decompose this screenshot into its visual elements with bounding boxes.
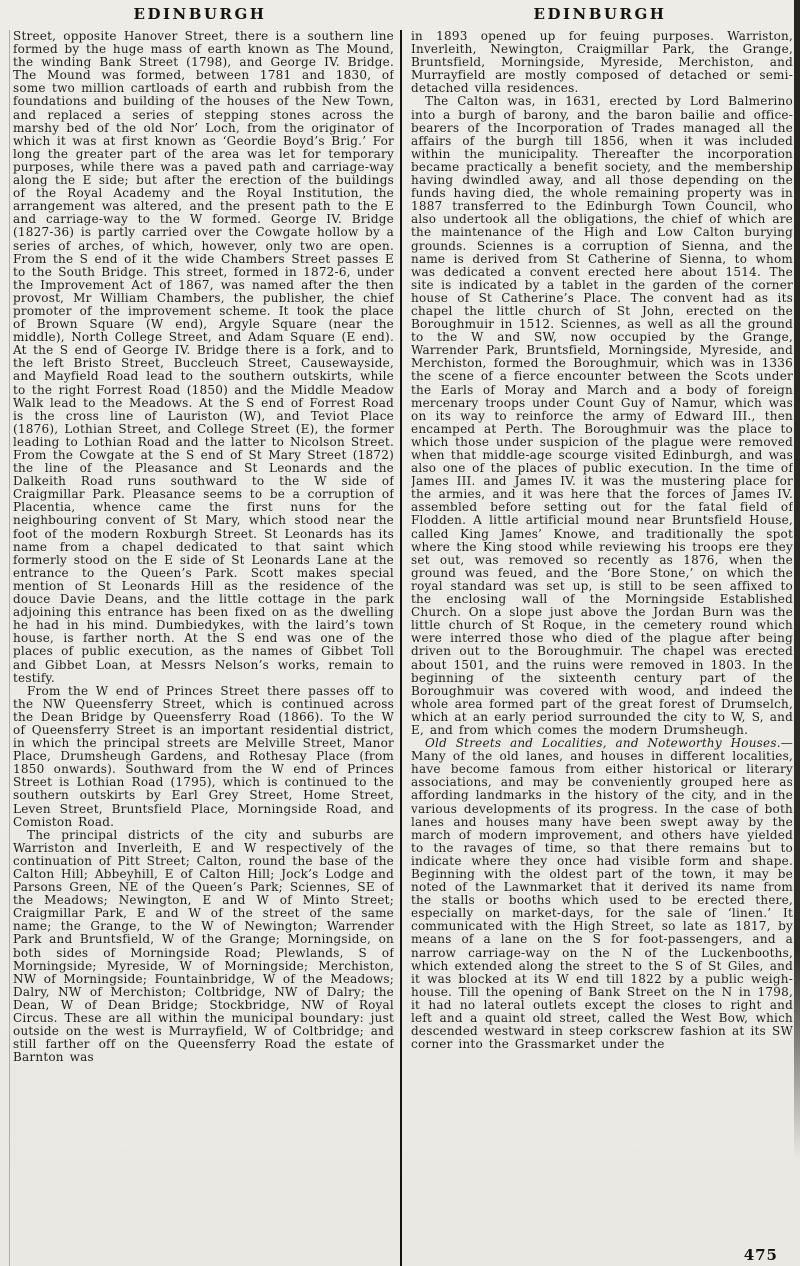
left-paragraph-districts: The principal districts of the city and suburbs are Warriston and Inverleith, E and W respectively of the continuation of Pitt Street; Calton, round the base of the Calton Hill; Abbeyhill, E of Calton Hill; Jock’s Lodge and Parsons Green, NE of the Queen’s Park; Sciennes, SE of the Meadows; Newington, E and W of Minto Street; Craigmillar Park, E and W of the street of the same name; the Grange, to the W of Newington; Warrender Park and Bruntsfield, W of the Grange; Morningside, on both sides of Morningside Road; Plewlands, S of Morningside; Myreside, W of Morningside; Merchiston, NW of Morningside; Fountainbridge, W of the Meadows; Dalry, NW of Merchiston; Coltbridge, NW of Dalry; the Dean, W of Dean Bridge; Stockbridge, NW of Royal Circus. These are all within the municipal boundary: just outside on the west is Murrayfield, W of Coltbridge; and still farther off on the Queensferry Road the estate of Barnton was bbox=[13, 827, 394, 1065]
column-divider-rule bbox=[400, 30, 402, 1266]
text-columns bbox=[0, 30, 800, 1266]
right-paragraph-old-streets bbox=[411, 737, 793, 1051]
right-column bbox=[411, 30, 793, 1266]
running-headers bbox=[0, 0, 800, 30]
scan-edge-artifact bbox=[794, 0, 800, 1160]
right-paragraph-continuation: in 1893 opened up for feuing purposes. Warriston, Inverleith, Newington, Craigmillar Park, the Grange, Bruntsfield, Morningside, Myreside, Merchiston, and Murrayfield are mostly composed of detached or semi-detached villa residences. bbox=[411, 30, 793, 96]
right-paragraph-old-streets-text: Many of the old lanes, and houses in different localities, have become famous from either historical or literary associations, and may be conveniently grouped here as affording landmarks in the history of the city, and in the various developments of its progress. In the case of both lanes and houses many have been swept away by the march of modern improvement, and others have yielded to the ravages of time, so that there remains but to indicate where they once had visible form and shape. Beginning with the oldest part of the town, it may be noted of the Lawnmarket that it derived its name from the stalls or booths which used to be erected there, especially on market-days, for the sale of ‘linen.’ It communicated with the High Street, so late as 1817, by means of a lane on the S for foot-passengers, and a narrow carriage-way on the N of the Luckenbooths, which extended along the street to the S of St Giles, and it was blocked at its W end till 1822 by a public weigh-house. Till the opening of Bank Street on the N in 1798, it had no lateral outlets except the closes to right and left and a quaint old street, called the West Bow, which descended westward in steep corkscrew fashion at its SW corner into the Grassmarket under the bbox=[411, 749, 793, 1052]
running-header-left: EDINBURGH bbox=[133, 5, 267, 23]
left-paragraph-queensferry: From the W end of Princes Street there passes off to the NW Queensferry Street, which is continued across the Dean Bridge by Queensferry Road (1866). To the W of Queensferry Street is an important residential district, in which the principal streets are Melville Street, Manor Place, Drumsheugh Gardens, and Rothesay Place (from 1850 onwards). Southward from the W end of Princes Street is Lothian Road (1795), which is continued to the southern outskirts by Earl Grey Street, Home Street, Leven Street, Bruntsfield Place, Morningside Road, and Comiston Road. bbox=[13, 683, 394, 829]
running-header-right: EDINBURGH bbox=[533, 5, 667, 23]
page-number: 475 bbox=[743, 1246, 778, 1264]
left-paragraph-continuation: Street, opposite Hanover Street, there is a southern line formed by the huge mass of earth known as The Mound, the winding Bank Street (1798), and George IV. Bridge. The Mound was formed, between 1781 and 1830, of some two million cartloads of earth and rubbish from the foundations and building of the houses of the New Town, and replaced a series of stepping stones across the marshy bed of the old Nor’ Loch, from the originator of which it was at first known as ‘Geordie Boyd’s Brig.’ For long the greater part of the area was let for temporary purposes, while there was a paved path and carriage-way along the E side; but after the erection of the buildings of the Royal Academy and the Royal Institution, the arrangement was altered, and the present path to the E and carriage-way to the W formed. George IV. Bridge (1827-36) is partly carried over the Cowgate hollow by a series of arches, of which, however, only two are open. From the S end of it the wide Chambers Street passes E to the South Bridge. This street, formed in 1872-6, under the Improvement Act of 1867, was named after the then provost, Mr William Chambers, the publisher, the chief promoter of the improvement scheme. It took the place of Brown Square (W end), Argyle Square (near the middle), North College Street, and Adam Square (E end). At the S end of George IV. Bridge there is a fork, and to the left Bristo Street, Buccleuch Street, Causewayside, and Mayfield Road lead to the southern outskirts, while to the right Forrest Road (1850) and the Middle Meadow Walk lead to the Meadows. At the S end of Forrest Road is the cross line of Lauriston (W), and Teviot Place (1876), Lothian Street, and College Street (E), the former leading to Lothian Road and the latter to Nicolson Street. From the Cowgate at the S end of St Mary Street (1872) the line of the Pleasance and St Leonards and the Dalkeith Road runs southward to the W side of Craigmillar Park. Pleasance seems to be a corruption of Placentia, whence came the first nuns for the neighbouring convent of St Mary, which stood near the foot of the modern Roxburgh Street. St Leonards has its name from a chapel dedicated to that saint which formerly stood on the E side of St Leonards Lane at the entrance to the Queen’s Park. Scott makes special mention of St Leonards Hill as the residence of the douce Davie Deans, and the little cottage in the park adjoining this entrance has been fixed on as the dwelling he had in his mind. Dumbiedykes, with the laird’s town house, is farther north. At the S end was one of the places of public execution, as the names of Gibbet Toll and Gibbet Loan, at Messrs Nelson’s works, remain to testify. bbox=[13, 30, 394, 685]
left-column bbox=[9, 30, 394, 1266]
right-paragraph-calton: The Calton was, in 1631, erected by Lord Balmerino into a burgh of barony, and the baron bailie and office-bearers of the Incorporation of Trades managed all the affairs of the burgh till 1856, when it was included within the municipality. Thereafter the incorporation became practically a benefit society, and the membership having dwindled away, and all those depending on the funds having died, the whole remaining property was in 1887 transferred to the Edinburgh Town Council, who also undertook all the obligations, the chief of which are the maintenance of the High and Low Calton burying grounds. Sciennes is a corruption of Sienna, and the name is derived from St Catherine of Sienna, to whom was dedicated a convent erected here about 1514. The site is indicated by a tablet in the garden of the corner house of St Catherine’s Place. The convent had as its chapel the little church of St John, erected on the Boroughmuir in 1512. Sciennes, as well as all the ground to the W and SW, now occupied by the Grange, Warrender Park, Bruntsfield, Morningside, Myreside, and Merchiston, formed the Boroughmuir, which was in 1336 the scene of a fierce encounter between the Scots under the Earls of Moray and March and a body of foreign mercenary troops under Count Guy of Namur, which was on its way to reinforce the army of Edward III., then encamped at Perth. The Boroughmuir was the place to which those under suspicion of the plague were removed when that middle-age scourge visited Edinburgh, and was also one of the places of public execution. In the time of James III. and James IV. it was the mustering place for the armies, and it was here that the forces of James IV. assembled before setting out for the fatal field of Flodden. A little artificial mound near Bruntsfield House, called King James’ Knowe, and traditionally the spot where the King stood while reviewing his troops ere they set out, was removed so recently as 1876, when the ground was feued, and the ‘Bore Stone,’ on which the royal standard was set up, is still to be seen affixed to the enclosing wall of the Morningside Established Church. On a slope just above the Jordan Burn was the little church of St Roque, in the cemetery round which were interred those who died of the plague after being driven out to the Boroughmuir. The chapel was erected about 1501, and the ruins were removed in 1803. In the beginning of the sixteenth century part of the Boroughmuir was covered with wood, and indeed the whole area formed part of the great forest of Drumselch, which at an early period surrounded the city to W, S, and E, and from which comes the modern Drumsheugh. bbox=[411, 94, 793, 737]
section-heading-old-streets: Old Streets and Localities, and Noteworthy Houses.— bbox=[425, 736, 793, 751]
